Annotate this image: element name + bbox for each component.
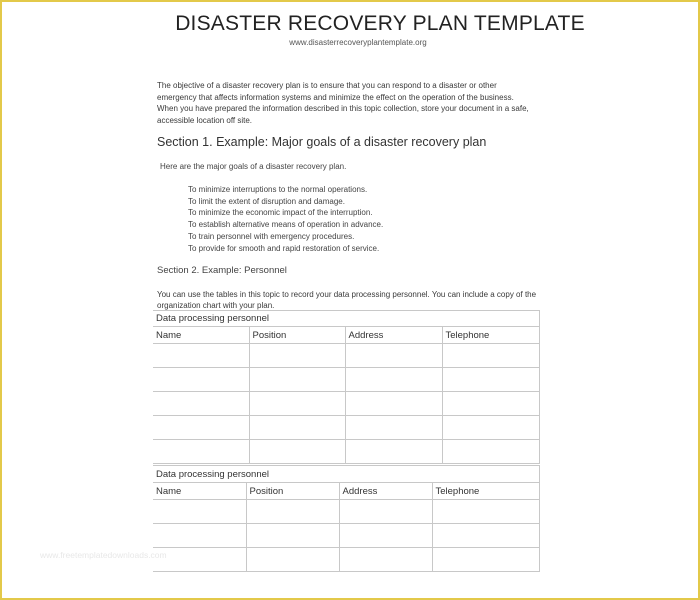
table-cell[interactable] — [345, 392, 442, 416]
section-2-heading: Section 2. Example: Personnel — [157, 265, 287, 276]
column-header-address: Address — [339, 483, 432, 500]
table-cell[interactable] — [246, 548, 339, 572]
section-2-line: You can use the tables in this topic to record your data processing personnel. You can include a copy of the — [157, 290, 537, 299]
table-cell[interactable] — [153, 368, 249, 392]
personnel-table-1 — [153, 310, 540, 464]
table-cell[interactable] — [345, 440, 442, 464]
section-2-line: organization chart with your plan. — [157, 301, 275, 310]
table-cell[interactable] — [249, 368, 345, 392]
table-cell[interactable] — [432, 500, 539, 524]
column-header-telephone: Telephone — [432, 483, 539, 500]
section-1-heading: Section 1. Example: Major goals of a disaster recovery plan — [157, 135, 487, 149]
watermark-text: www.freetemplatedownloads.com — [40, 550, 167, 560]
column-header-name: Name — [153, 483, 246, 500]
goal-item: To minimize the economic impact of the interruption. — [188, 208, 373, 218]
intro-line: emergency that affects information systems and minimize the effect on the operation of the business. — [157, 92, 514, 102]
column-header-address: Address — [345, 327, 442, 344]
section-2-paragraph — [157, 289, 557, 311]
intro-line: accessible location off site. — [157, 115, 253, 125]
table-cell[interactable] — [153, 416, 249, 440]
table-cell[interactable] — [432, 548, 539, 572]
table-caption: Data processing personnel — [153, 311, 539, 327]
goal-item: To train personnel with emergency procedures. — [188, 231, 355, 241]
table-cell[interactable] — [153, 392, 249, 416]
table-cell[interactable] — [339, 524, 432, 548]
intro-line: When you have prepared the information described in this topic collection, store your document in a safe, — [157, 104, 529, 113]
table-caption: Data processing personnel — [153, 466, 539, 483]
goal-item: To minimize interruptions to the normal operations. — [188, 185, 368, 194]
table-cell[interactable] — [153, 500, 246, 524]
table-cell[interactable] — [345, 344, 442, 368]
table-cell[interactable] — [432, 524, 539, 548]
column-header-name: Name — [153, 327, 249, 344]
column-header-position: Position — [246, 483, 339, 500]
table-row — [153, 500, 539, 524]
goal-item: To limit the extent of disruption and damage. — [188, 196, 345, 206]
table-cell[interactable] — [246, 500, 339, 524]
table-cell[interactable] — [442, 344, 539, 368]
table-row — [153, 548, 539, 572]
table-cell[interactable] — [246, 524, 339, 548]
column-header-position: Position — [249, 327, 345, 344]
goals-list — [188, 184, 383, 254]
table-cell[interactable] — [442, 440, 539, 464]
table-cell[interactable] — [442, 416, 539, 440]
table-cell[interactable] — [249, 440, 345, 464]
goal-item: To establish alternative means of operation in advance. — [188, 220, 384, 230]
table-cell[interactable] — [339, 548, 432, 572]
column-header-telephone: Telephone — [442, 327, 539, 344]
table-cell[interactable] — [345, 416, 442, 440]
table-cell[interactable] — [153, 344, 249, 368]
table-row — [153, 344, 539, 368]
goals-intro-text: Here are the major goals of a disaster recovery plan. — [160, 162, 347, 171]
table-row — [153, 368, 539, 392]
table-row — [153, 524, 539, 548]
intro-paragraph — [157, 80, 547, 126]
personnel-table-2 — [153, 465, 540, 572]
document-title: DISASTER RECOVERY PLAN TEMPLATE — [175, 12, 585, 35]
table-cell[interactable] — [442, 368, 539, 392]
source-url: www.disasterrecoveryplantemplate.org — [289, 38, 427, 47]
table-cell[interactable] — [249, 392, 345, 416]
goal-item: To provide for smooth and rapid restoration of service. — [188, 243, 380, 253]
table-cell[interactable] — [442, 392, 539, 416]
intro-line: The objective of a disaster recovery plan is to ensure that you can respond to a disaster or other — [157, 81, 497, 90]
table-cell[interactable] — [153, 440, 249, 464]
table-row — [153, 416, 539, 440]
table-cell[interactable] — [249, 344, 345, 368]
table-cell[interactable] — [339, 500, 432, 524]
table-cell[interactable] — [153, 524, 246, 548]
table-row — [153, 440, 539, 464]
table-cell[interactable] — [249, 416, 345, 440]
table-cell[interactable] — [345, 368, 442, 392]
table-row — [153, 392, 539, 416]
